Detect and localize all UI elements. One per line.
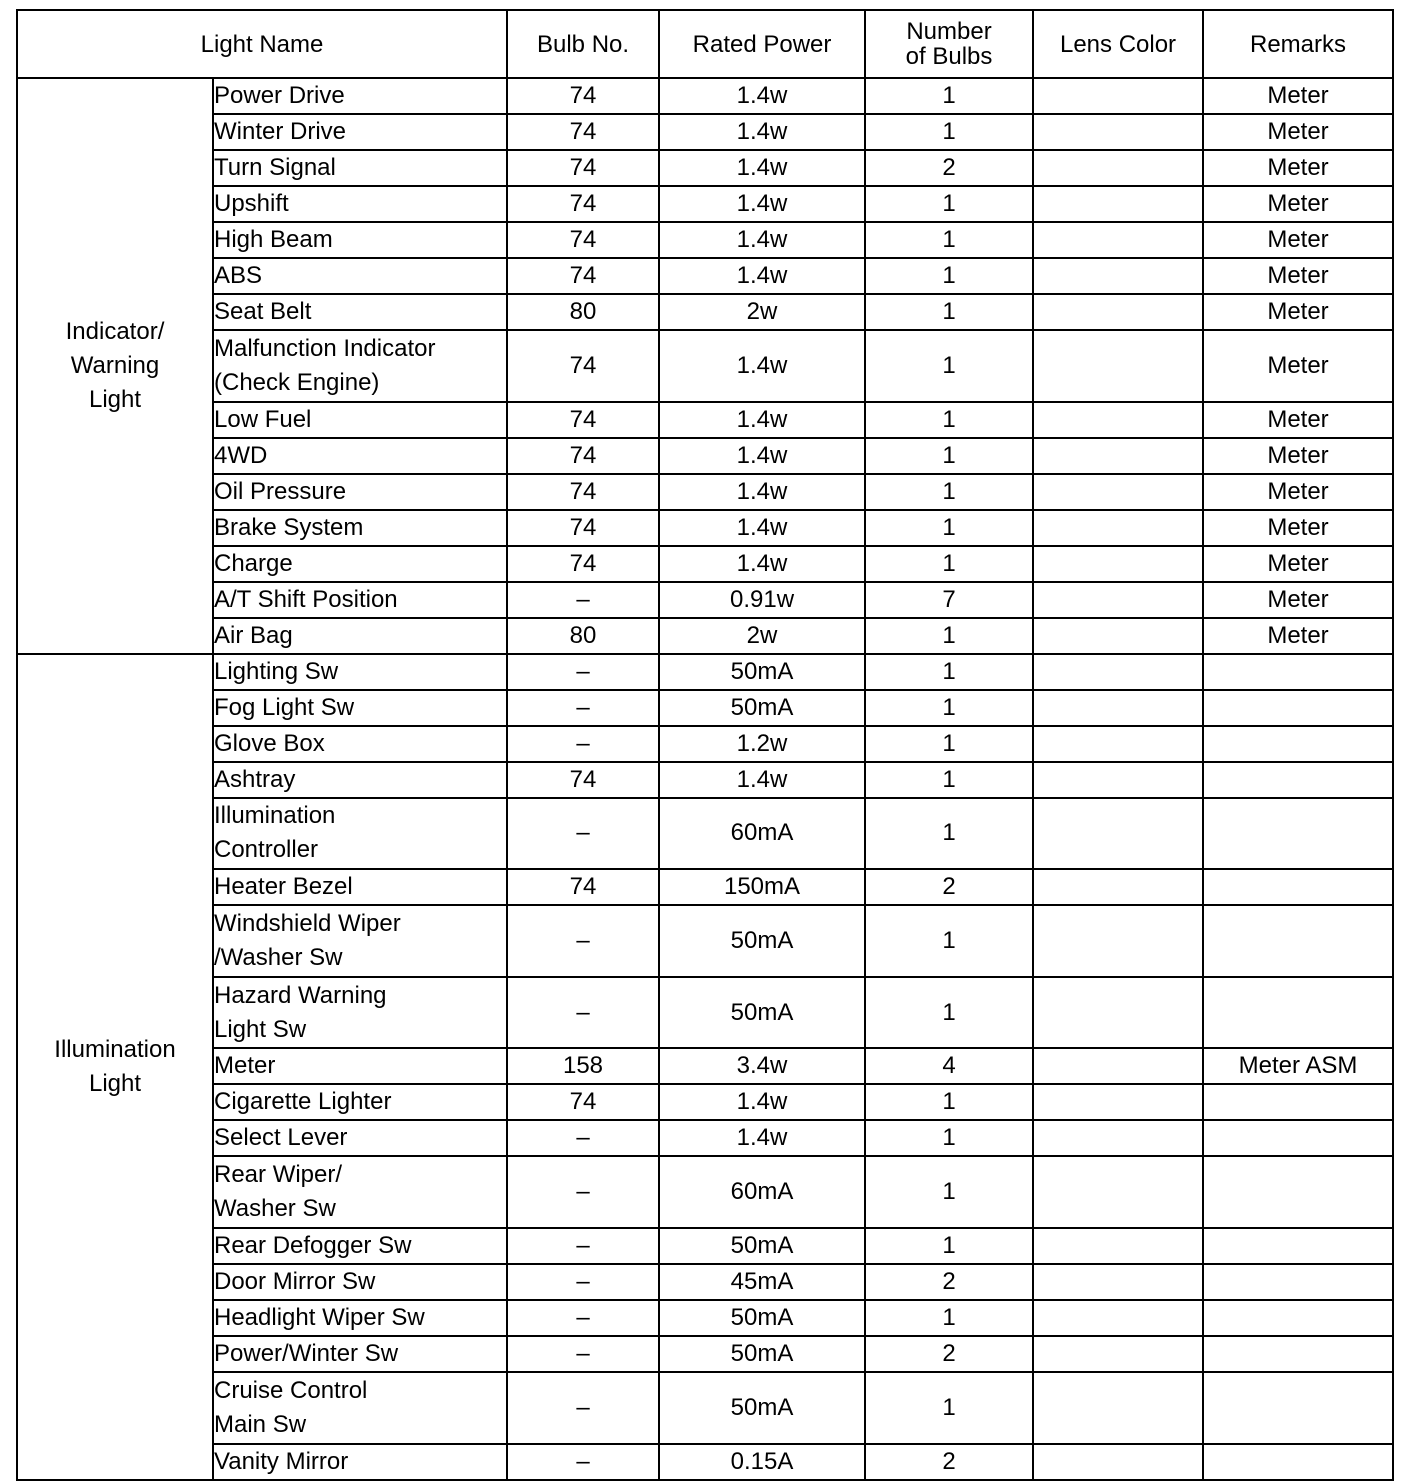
table-row [17,1372,1393,1444]
table-row [17,869,1393,905]
remarks-cell: Meter [1203,438,1393,474]
bulb-no-cell: – [507,582,659,618]
lens-color-cell [1033,1228,1203,1264]
bulb-no-cell: – [507,1156,659,1228]
light-name-cell [213,582,507,618]
bulb-no-cell: 74 [507,438,659,474]
bulb-no-cell: 74 [507,762,659,798]
light-name-cell [213,762,507,798]
light-name-line: Fog Light Sw [214,693,355,721]
light-name-line: Low Fuel [214,405,312,433]
table-row [17,114,1393,150]
light-name-cell [213,474,507,510]
number-of-bulbs-cell: 1 [865,78,1033,114]
rated-power-cell: 0.91w [659,582,865,618]
remarks-cell: Meter [1203,474,1393,510]
table-row [17,726,1393,762]
light-name-cell [213,114,507,150]
light-name-line: Door Mirror Sw [214,1267,376,1295]
light-name-line: Air Bag [214,621,293,649]
number-of-bulbs-cell: 1 [865,114,1033,150]
light-name-line: Seat Belt [214,298,312,325]
lens-color-cell [1033,114,1203,150]
group-label [17,78,213,654]
number-of-bulbs-cell: 2 [865,1264,1033,1300]
bulb-no-cell: 74 [507,222,659,258]
lens-color-cell [1033,330,1203,402]
light-name-line: Power Drive [214,82,345,109]
lens-color-cell [1033,150,1203,186]
header-number-of-bulbs-line1: Number [906,18,992,45]
number-of-bulbs-cell: 1 [865,798,1033,870]
remarks-cell: Meter [1203,330,1393,402]
table-row [17,1444,1393,1480]
number-of-bulbs-cell: 1 [865,438,1033,474]
rated-power-cell: 1.4w [659,258,865,294]
remarks-cell [1203,1444,1393,1480]
lens-color-cell [1033,1048,1203,1084]
lens-color-cell [1033,402,1203,438]
light-name-line: Heater Bezel [214,873,353,901]
bulb-no-cell: 74 [507,1084,659,1120]
lens-color-cell [1033,690,1203,726]
remarks-cell [1203,654,1393,690]
lens-color-cell [1033,798,1203,870]
rated-power-cell: 1.4w [659,546,865,582]
group-label-line: Light [88,1069,142,1097]
light-name-line: Light Sw [214,1015,307,1043]
lens-color-cell [1033,1120,1203,1156]
number-of-bulbs-cell: 1 [865,258,1033,294]
bulb-no-cell: – [507,1372,659,1444]
light-name-line: High Beam [214,226,333,253]
table-row [17,762,1393,798]
bulb-no-cell: – [507,1264,659,1300]
table-row [17,977,1393,1049]
bulb-specification-table [16,9,1394,1481]
number-of-bulbs-cell: 1 [865,294,1033,330]
light-name-line: Select Lever [214,1124,348,1152]
light-name-cell [213,258,507,294]
light-name-cell [213,1372,507,1444]
table-row [17,510,1393,546]
rated-power-cell: 1.4w [659,1084,865,1120]
number-of-bulbs-cell: 1 [865,1300,1033,1336]
light-name-cell [213,546,507,582]
rated-power-cell: 1.4w [659,78,865,114]
light-name-line: ABS [214,262,263,289]
remarks-cell: Meter ASM [1203,1048,1393,1084]
remarks-cell: Meter [1203,510,1393,546]
light-name-cell [213,977,507,1049]
remarks-cell [1203,869,1393,905]
table-row [17,438,1393,474]
light-name-cell [213,1228,507,1264]
light-name-line: Rear Defogger Sw [214,1231,412,1259]
table-row [17,1264,1393,1300]
number-of-bulbs-cell: 1 [865,905,1033,977]
light-name-cell [213,1336,507,1372]
lens-color-cell [1033,1444,1203,1480]
light-name-line: Ashtray [214,765,296,793]
rated-power-cell: 1.4w [659,186,865,222]
rated-power-cell: 1.4w [659,330,865,402]
bulb-no-cell: – [507,654,659,690]
light-name-line: A/T Shift Position [214,585,398,613]
number-of-bulbs-cell: 1 [865,1084,1033,1120]
light-name-cell [213,330,507,402]
remarks-cell: Meter [1203,546,1393,582]
light-name-cell [213,402,507,438]
bulb-no-cell: – [507,690,659,726]
table-row [17,1300,1393,1336]
light-name-cell [213,690,507,726]
number-of-bulbs-cell: 1 [865,1120,1033,1156]
lens-color-cell [1033,1372,1203,1444]
rated-power-cell: 2w [659,294,865,330]
light-name-cell [213,798,507,870]
remarks-cell: Meter [1203,114,1393,150]
bulb-no-cell: 80 [507,294,659,330]
light-name-line: 4WD [214,441,268,469]
group-label-line: Indicator/ [65,317,165,345]
rated-power-cell: 50mA [659,654,865,690]
number-of-bulbs-cell: 1 [865,690,1033,726]
light-name-cell [213,1120,507,1156]
light-name-cell [213,726,507,762]
table-row [17,78,1393,114]
remarks-cell [1203,690,1393,726]
light-name-line: Power/Winter Sw [214,1339,399,1367]
group-label [17,654,213,1480]
table-row [17,1048,1393,1084]
header-bulb-no: Bulb No. [507,10,659,78]
number-of-bulbs-cell: 1 [865,546,1033,582]
number-of-bulbs-cell: 7 [865,582,1033,618]
number-of-bulbs-cell: 1 [865,726,1033,762]
light-name-line: Glove Box [214,729,325,757]
lens-color-cell [1033,78,1203,114]
bulb-no-cell: 74 [507,258,659,294]
table-row [17,546,1393,582]
bulb-no-cell: 74 [507,186,659,222]
remarks-cell [1203,977,1393,1049]
number-of-bulbs-cell: 1 [865,510,1033,546]
number-of-bulbs-cell: 2 [865,1444,1033,1480]
number-of-bulbs-cell: 1 [865,1372,1033,1444]
number-of-bulbs-cell: 1 [865,186,1033,222]
light-name-cell [213,294,507,330]
light-name-line: Brake System [214,513,364,541]
table-row [17,258,1393,294]
number-of-bulbs-cell: 4 [865,1048,1033,1084]
lens-color-cell [1033,654,1203,690]
remarks-cell [1203,905,1393,977]
lens-color-cell [1033,762,1203,798]
group-label-line: Warning [70,351,160,379]
header-number-of-bulbs-line2: of Bulbs [905,43,993,70]
light-name-line: Turn Signal [214,154,336,181]
table-body [17,78,1393,1480]
light-name-cell [213,869,507,905]
rated-power-cell: 50mA [659,1372,865,1444]
rated-power-cell: 0.15A [659,1444,865,1480]
light-name-cell [213,1084,507,1120]
number-of-bulbs-cell: 1 [865,330,1033,402]
lens-color-cell [1033,546,1203,582]
light-name-line: Controller [214,836,319,864]
remarks-cell: Meter [1203,186,1393,222]
table-row [17,654,1393,690]
remarks-cell [1203,1336,1393,1372]
lens-color-cell [1033,726,1203,762]
remarks-cell: Meter [1203,258,1393,294]
rated-power-cell: 50mA [659,1300,865,1336]
light-name-line: Headlight Wiper Sw [214,1303,425,1331]
light-name-cell [213,654,507,690]
rated-power-cell: 60mA [659,798,865,870]
bulb-no-cell: 80 [507,618,659,654]
table-row [17,690,1393,726]
remarks-cell: Meter [1203,618,1393,654]
light-name-cell [213,905,507,977]
bulb-no-cell: – [507,1120,659,1156]
lens-color-cell [1033,1084,1203,1120]
light-name-cell [213,150,507,186]
bulb-no-cell: 74 [507,402,659,438]
light-name-line: Rear Wiper/ [214,1161,343,1189]
table-row [17,330,1393,402]
light-name-line: Cruise Control [214,1376,368,1404]
remarks-cell: Meter [1203,150,1393,186]
remarks-cell [1203,1156,1393,1228]
table-row [17,1120,1393,1156]
header-rated-power: Rated Power [659,10,865,78]
light-name-cell [213,510,507,546]
number-of-bulbs-cell: 1 [865,654,1033,690]
bulb-no-cell: – [507,1300,659,1336]
light-name-cell [213,618,507,654]
header-number-of-bulbs [865,10,1033,78]
light-name-line: Hazard Warning [214,981,387,1009]
bulb-no-cell: 74 [507,330,659,402]
remarks-cell [1203,1120,1393,1156]
light-name-line: Main Sw [214,1410,307,1438]
rated-power-cell: 60mA [659,1156,865,1228]
remarks-cell [1203,762,1393,798]
bulb-no-cell: 74 [507,510,659,546]
number-of-bulbs-cell: 2 [865,150,1033,186]
rated-power-cell: 50mA [659,1336,865,1372]
lens-color-cell [1033,905,1203,977]
bulb-no-cell: 74 [507,78,659,114]
number-of-bulbs-cell: 2 [865,1336,1033,1372]
remarks-cell: Meter [1203,294,1393,330]
light-name-line: (Check Engine) [214,368,380,396]
number-of-bulbs-cell: 1 [865,1156,1033,1228]
rated-power-cell: 1.4w [659,762,865,798]
group-label-line: Light [88,385,142,413]
table-row [17,402,1393,438]
rated-power-cell: 1.4w [659,150,865,186]
table-row [17,798,1393,870]
table-row [17,905,1393,977]
number-of-bulbs-cell: 1 [865,222,1033,258]
rated-power-cell: 1.2w [659,726,865,762]
lens-color-cell [1033,258,1203,294]
lens-color-cell [1033,618,1203,654]
lens-color-cell [1033,869,1203,905]
rated-power-cell: 50mA [659,690,865,726]
header-lens-color: Lens Color [1033,10,1203,78]
bulb-no-cell: – [507,1444,659,1480]
lens-color-cell [1033,1264,1203,1300]
table-row [17,618,1393,654]
remarks-cell [1203,1264,1393,1300]
table-row [17,582,1393,618]
bulb-no-cell: 158 [507,1048,659,1084]
bulb-no-cell: – [507,1336,659,1372]
light-name-line: Winter Drive [214,118,347,145]
table-row [17,1228,1393,1264]
remarks-cell: Meter [1203,222,1393,258]
light-name-cell [213,1264,507,1300]
bulb-no-cell: 74 [507,114,659,150]
remarks-cell [1203,1300,1393,1336]
rated-power-cell: 50mA [659,977,865,1049]
rated-power-cell: 1.4w [659,1120,865,1156]
bulb-no-cell: 74 [507,474,659,510]
light-name-line: Illumination [214,802,336,830]
light-name-line: Vanity Mirror [214,1447,349,1475]
remarks-cell [1203,1372,1393,1444]
lens-color-cell [1033,1336,1203,1372]
table-row [17,474,1393,510]
light-name-cell [213,1300,507,1336]
table-row [17,1336,1393,1372]
bulb-no-cell: 74 [507,150,659,186]
header-light-name: Light Name [17,10,507,78]
light-name-line: Washer Sw [214,1195,336,1223]
rated-power-cell: 1.4w [659,402,865,438]
bulb-no-cell: – [507,1228,659,1264]
light-name-cell [213,1048,507,1084]
light-name-line: Malfunction Indicator [214,334,436,362]
lens-color-cell [1033,474,1203,510]
lens-color-cell [1033,1300,1203,1336]
number-of-bulbs-cell: 1 [865,474,1033,510]
header-remarks: Remarks [1203,10,1393,78]
remarks-cell [1203,1228,1393,1264]
number-of-bulbs-cell: 1 [865,618,1033,654]
light-name-line: Upshift [214,190,289,217]
lens-color-cell [1033,510,1203,546]
lens-color-cell [1033,438,1203,474]
table-row [17,1156,1393,1228]
light-name-line: Lighting Sw [214,657,339,685]
rated-power-cell: 3.4w [659,1048,865,1084]
light-name-line: Cigarette Lighter [214,1088,392,1116]
table-row [17,186,1393,222]
rated-power-cell: 150mA [659,869,865,905]
lens-color-cell [1033,1156,1203,1228]
light-name-line: Charge [214,549,293,577]
number-of-bulbs-cell: 1 [865,977,1033,1049]
rated-power-cell: 50mA [659,1228,865,1264]
light-name-line: Meter [214,1052,276,1080]
remarks-cell [1203,798,1393,870]
number-of-bulbs-cell: 1 [865,1228,1033,1264]
rated-power-cell: 45mA [659,1264,865,1300]
bulb-no-cell: – [507,905,659,977]
light-name-cell [213,186,507,222]
group-label-line: Illumination [54,1035,176,1063]
light-name-line: Windshield Wiper [214,909,401,937]
header-row [17,10,1393,78]
light-name-cell [213,1444,507,1480]
lens-color-cell [1033,294,1203,330]
remarks-cell: Meter [1203,582,1393,618]
rated-power-cell: 1.4w [659,510,865,546]
table-row [17,1084,1393,1120]
table-row [17,150,1393,186]
number-of-bulbs-cell: 1 [865,402,1033,438]
bulb-no-cell: – [507,798,659,870]
light-name-cell [213,1156,507,1228]
light-name-cell [213,78,507,114]
remarks-cell [1203,726,1393,762]
light-name-cell [213,438,507,474]
bulb-no-cell: 74 [507,546,659,582]
table-row [17,222,1393,258]
number-of-bulbs-cell: 2 [865,869,1033,905]
rated-power-cell: 2w [659,618,865,654]
table-row [17,294,1393,330]
rated-power-cell: 1.4w [659,114,865,150]
lens-color-cell [1033,977,1203,1049]
remarks-cell [1203,1084,1393,1120]
rated-power-cell: 50mA [659,905,865,977]
bulb-no-cell: – [507,726,659,762]
light-name-line: Oil Pressure [214,477,347,505]
rated-power-cell: 1.4w [659,438,865,474]
rated-power-cell: 1.4w [659,222,865,258]
bulb-no-cell: – [507,977,659,1049]
number-of-bulbs-cell: 1 [865,762,1033,798]
remarks-cell: Meter [1203,402,1393,438]
light-name-cell [213,222,507,258]
lens-color-cell [1033,222,1203,258]
lens-color-cell [1033,582,1203,618]
lens-color-cell [1033,186,1203,222]
bulb-no-cell: 74 [507,869,659,905]
remarks-cell: Meter [1203,78,1393,114]
rated-power-cell: 1.4w [659,474,865,510]
light-name-line: /Washer Sw [214,943,343,971]
